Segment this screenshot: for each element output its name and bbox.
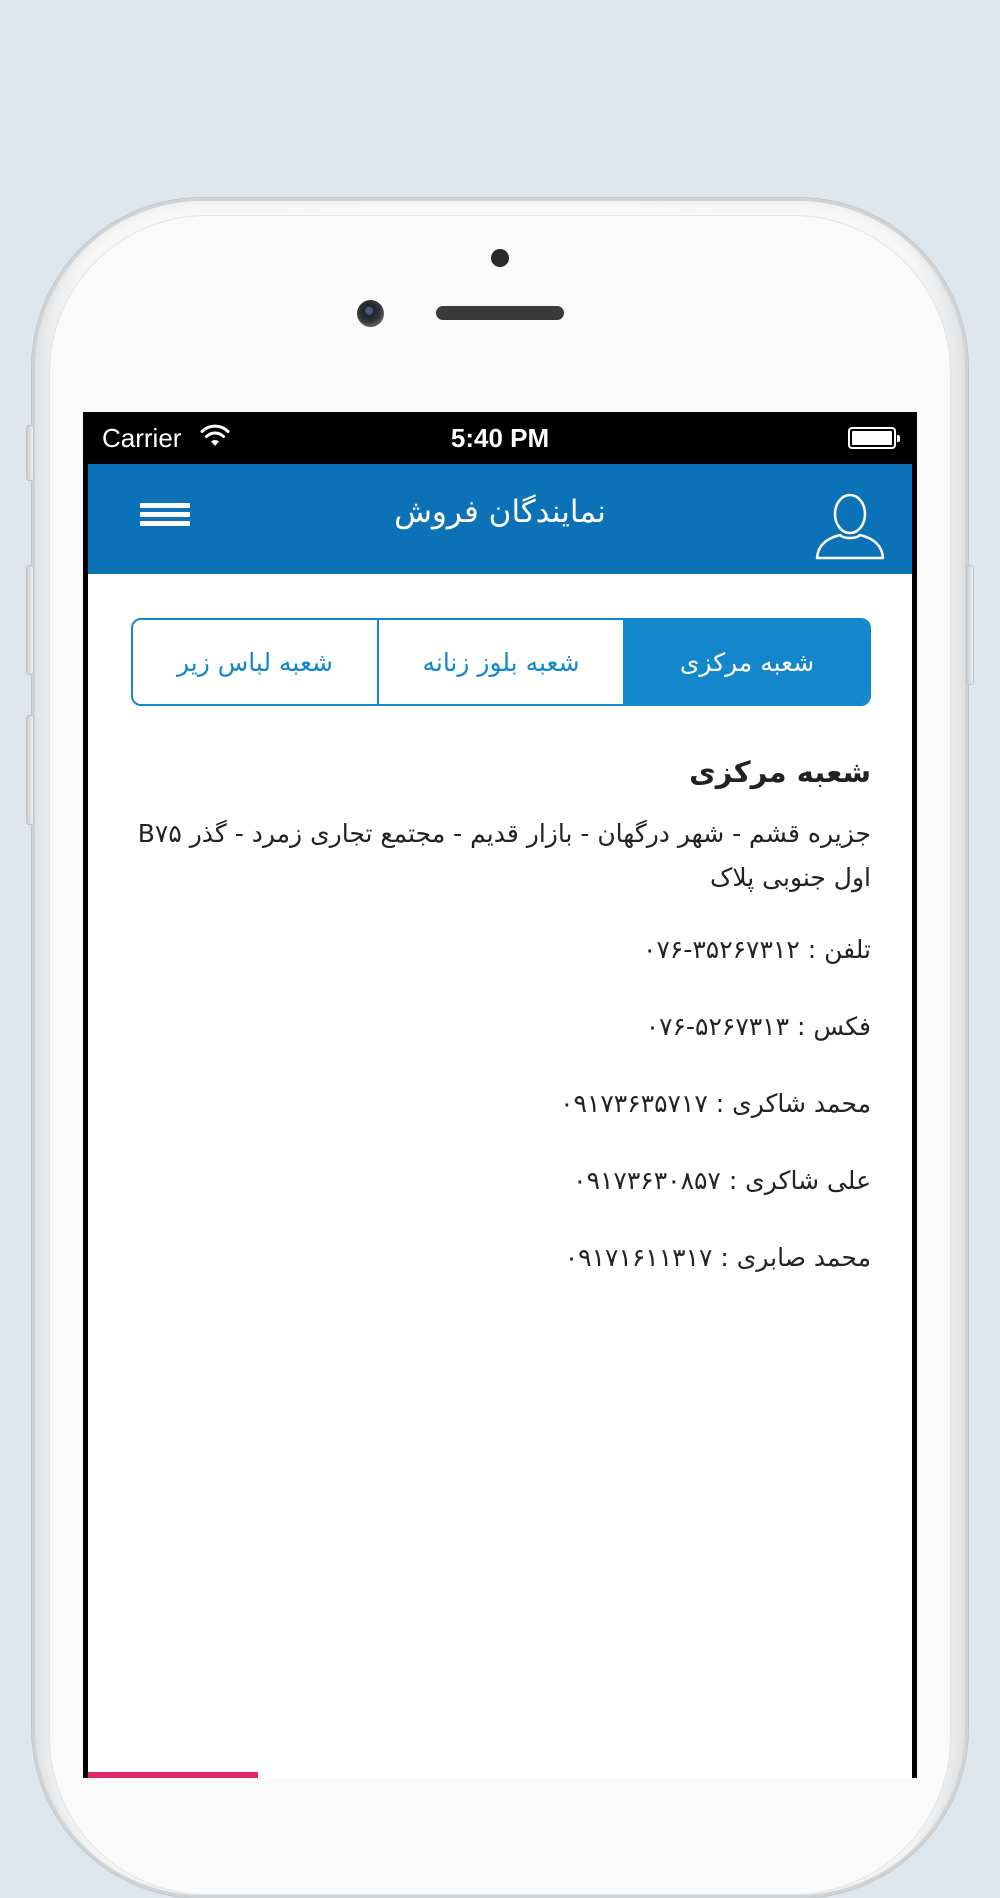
fax-line (131, 1009, 871, 1086)
contact-number[interactable]: ۰۹۱۷۱۶۱۱۳۱۷ (564, 1243, 713, 1272)
power-button (966, 565, 974, 685)
phone-screen (83, 412, 917, 1778)
contact-line (131, 1163, 871, 1240)
contact-name: محمد صابری : (720, 1243, 871, 1272)
volume-down-button (26, 715, 34, 825)
fax-number: ۰۷۶-۵۲۶۷۳۱۳ (645, 1012, 790, 1041)
battery-level (852, 431, 892, 445)
branch-address: جزیره قشم - شهر درگهان - بازار قدیم - مجتمع تجاری زمرد - گذر B۷۵ اول جنوبی پلاک (137, 819, 871, 892)
battery-icon (848, 427, 896, 449)
contact-name: محمد شاکری : (715, 1089, 871, 1118)
contact-line (131, 1240, 871, 1317)
branch-details (131, 752, 871, 1317)
tab-lingerie-branch[interactable]: شعبه لباس زیر (133, 620, 377, 704)
carrier-label: Carrier (102, 423, 182, 453)
clock: 5:40 PM (450, 423, 550, 453)
contact-name: علی شاکری : (728, 1166, 871, 1195)
front-camera (357, 300, 384, 327)
branch-tabs (131, 618, 871, 706)
tab-women-blouse-branch[interactable]: شعبه بلوز زنانه (377, 620, 623, 704)
volume-up-button (26, 565, 34, 675)
phone-line (131, 932, 871, 1009)
bottom-accent-strip (88, 1772, 258, 1778)
earpiece-speaker (436, 306, 564, 320)
app-screen (88, 412, 912, 1778)
fax-label: فکس : (797, 1012, 871, 1041)
proximity-sensor (491, 249, 509, 267)
page-title: نمایندگان فروش (394, 494, 606, 530)
tab-central-branch[interactable]: شعبه مرکزی (623, 620, 869, 704)
contact-line (131, 1086, 871, 1163)
mute-switch (26, 425, 34, 481)
branch-title: شعبه مرکزی (689, 755, 871, 789)
phone-label: تلفن : (807, 935, 871, 964)
status-bar (88, 412, 912, 464)
nav-bar (88, 464, 912, 574)
user-profile-icon[interactable] (814, 492, 886, 560)
phone-number[interactable]: ۰۷۶-۳۵۲۶۷۳۱۲ (643, 935, 800, 964)
contact-number[interactable]: ۰۹۱۷۳۶۳۵۷۱۷ (560, 1089, 708, 1118)
contact-number[interactable]: ۰۹۱۷۳۶۳۰۸۵۷ (573, 1166, 721, 1195)
